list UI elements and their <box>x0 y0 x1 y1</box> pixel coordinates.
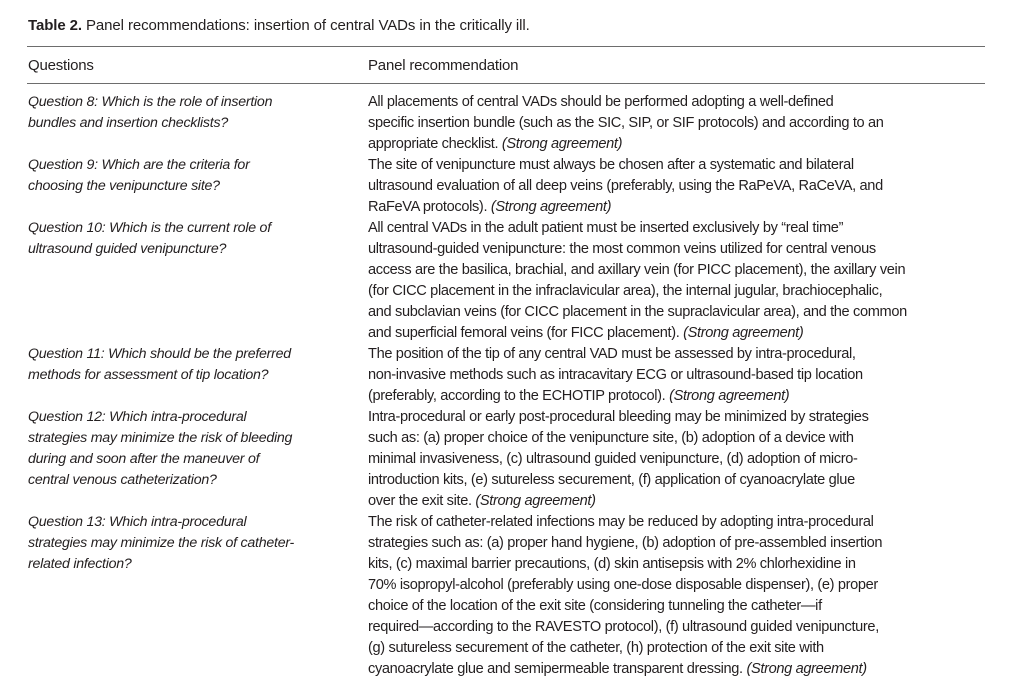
table-label: Table 2. <box>28 17 82 34</box>
recommendation-line <box>368 302 998 323</box>
recommendation-text: Intra-procedural or early post-procedural bleeding may be minimized by strategies <box>368 409 869 425</box>
agreement-level: (Strong agreement) <box>490 199 612 215</box>
recommendation-text: appropriate checklist. <box>368 136 502 152</box>
recommendation-text: and subclavian veins (for CICC placement in the supraclavicular area), and the common <box>368 304 907 320</box>
header-rule <box>27 83 985 84</box>
agreement-level: (Strong agreement) <box>746 661 867 677</box>
question-cell <box>28 92 348 134</box>
question-line: Question 8: Which is the role of insertion <box>28 94 273 110</box>
recommendation-text: (preferably, according to the ECHOTIP protocol). <box>368 388 670 404</box>
question-line: Question 13: Which intra-procedural <box>28 514 247 530</box>
question-line: Question 9: Which are the criteria for <box>28 157 250 173</box>
recommendation-text: All placements of central VADs should be performed adopting a well-defined <box>368 94 834 110</box>
question-cell <box>28 512 348 575</box>
header-recommendation: Panel recommendation <box>368 57 519 74</box>
recommendation-text: The site of venipuncture must always be chosen after a systematic and bilateral <box>368 157 854 173</box>
recommendation-text: strategies such as: (a) proper hand hygiene, (b) adoption of pre-assembled insertion <box>368 535 883 551</box>
recommendation-text: non-invasive methods such as intracavitary ECG or ultrasound-based tip location <box>368 367 863 383</box>
recommendation-text: (g) sutureless securement of the catheter, (h) protection of the exit site with <box>368 640 824 656</box>
question-cell <box>28 218 348 260</box>
recommendation-cell <box>368 92 998 155</box>
table-caption <box>28 17 530 34</box>
agreement-level: (Strong agreement) <box>475 493 596 509</box>
recommendation-cell <box>368 407 998 512</box>
recommendation-line <box>368 575 998 596</box>
top-rule <box>27 46 985 47</box>
recommendation-text: RaFeVA protocols). <box>368 199 491 215</box>
table-title: Panel recommendations: insertion of central VADs in the critically ill. <box>86 17 530 34</box>
question-line: related infection? <box>28 556 132 572</box>
question-line: Question 10: Which is the current role of <box>28 220 271 236</box>
recommendation-text: required—according to the RAVESTO protocol), (f) ultrasound guided venipuncture, <box>368 619 879 635</box>
recommendation-text: minimal invasiveness, (c) ultrasound guided venipuncture, (d) adoption of micro- <box>368 451 858 467</box>
question-line: methods for assessment of tip location? <box>28 367 269 383</box>
recommendation-text: access are the basilica, brachial, and axillary vein (for PICC placement), the axillary vein <box>368 262 906 278</box>
recommendation-line <box>368 176 998 197</box>
recommendation-text: The risk of catheter-related infections may be reduced by adopting intra-procedural <box>368 514 874 530</box>
recommendation-text: specific insertion bundle (such as the SIC, SIP, or SIF protocols) and according to an <box>368 115 884 131</box>
recommendation-text: All central VADs in the adult patient must be inserted exclusively by “real time” <box>368 220 844 236</box>
question-cell <box>28 155 348 197</box>
recommendation-line <box>368 617 998 638</box>
recommendation-line <box>368 386 998 407</box>
recommendation-cell <box>368 344 998 407</box>
recommendation-line <box>368 512 998 533</box>
question-line: strategies may minimize the risk of bleeding <box>28 430 293 446</box>
recommendation-text: cyanoacrylate glue and semipermeable transparent dressing. <box>368 661 747 677</box>
recommendation-line <box>368 344 998 365</box>
recommendation-text: ultrasound evaluation of all deep veins (preferably, using the RaPeVA, RaCeVA, and <box>368 178 883 194</box>
recommendation-line <box>368 113 998 134</box>
recommendation-line <box>368 470 998 491</box>
recommendation-text: and superficial femoral veins (for FICC placement). <box>368 325 684 341</box>
recommendation-line <box>368 491 998 512</box>
recommendation-line <box>368 428 998 449</box>
header-questions: Questions <box>28 57 94 74</box>
question-line: Question 11: Which should be the preferred <box>28 346 291 362</box>
recommendation-cell <box>368 218 998 344</box>
question-line: Question 12: Which intra-procedural <box>28 409 247 425</box>
question-line: during and soon after the maneuver of <box>28 451 260 467</box>
recommendation-text: kits, (c) maximal barrier precautions, (d) skin antisepsis with 2% chlorhexidine in <box>368 556 856 572</box>
recommendation-line <box>368 134 998 155</box>
recommendation-cell <box>368 512 998 680</box>
recommendation-text: 70% isopropyl-alcohol (preferably using one-dose disposable dispenser), (e) proper <box>368 577 878 593</box>
recommendation-line <box>368 239 998 260</box>
recommendation-text: ultrasound-guided venipuncture: the most common veins utilized for central venous <box>368 241 876 257</box>
recommendation-text: (for CICC placement in the infraclavicular area), the internal jugular, brachiocephalic, <box>368 283 883 299</box>
recommendation-line <box>368 197 998 218</box>
recommendation-cell <box>368 155 998 218</box>
recommendation-line <box>368 554 998 575</box>
recommendation-text: over the exit site. <box>368 493 476 509</box>
question-cell <box>28 407 348 491</box>
recommendation-line <box>368 92 998 113</box>
recommendation-line <box>368 260 998 281</box>
recommendation-text: introduction kits, (e) sutureless securement, (f) application of cyanoacrylate glue <box>368 472 855 488</box>
recommendation-line <box>368 449 998 470</box>
recommendation-line <box>368 407 998 428</box>
recommendation-text: The position of the tip of any central VAD must be assessed by intra-procedural, <box>368 346 856 362</box>
recommendation-line <box>368 365 998 386</box>
question-line: strategies may minimize the risk of catheter- <box>28 535 295 551</box>
recommendation-line <box>368 533 998 554</box>
recommendation-line <box>368 218 998 239</box>
recommendation-line <box>368 281 998 302</box>
question-line: central venous catheterization? <box>28 472 217 488</box>
recommendation-line <box>368 638 998 659</box>
question-line: bundles and insertion checklists? <box>28 115 228 131</box>
recommendation-line <box>368 659 998 680</box>
recommendation-text: such as: (a) proper choice of the venipuncture site, (b) adoption of a device with <box>368 430 854 446</box>
agreement-level: (Strong agreement) <box>683 325 804 341</box>
question-cell <box>28 344 348 386</box>
recommendation-line <box>368 596 998 617</box>
question-line: choosing the venipuncture site? <box>28 178 220 194</box>
question-line: ultrasound guided venipuncture? <box>28 241 227 257</box>
agreement-level: (Strong agreement) <box>501 136 623 152</box>
recommendation-line <box>368 155 998 176</box>
agreement-level: (Strong agreement) <box>669 388 790 404</box>
recommendation-line <box>368 323 998 344</box>
recommendation-text: choice of the location of the exit site (considering tunneling the catheter—if <box>368 598 822 614</box>
